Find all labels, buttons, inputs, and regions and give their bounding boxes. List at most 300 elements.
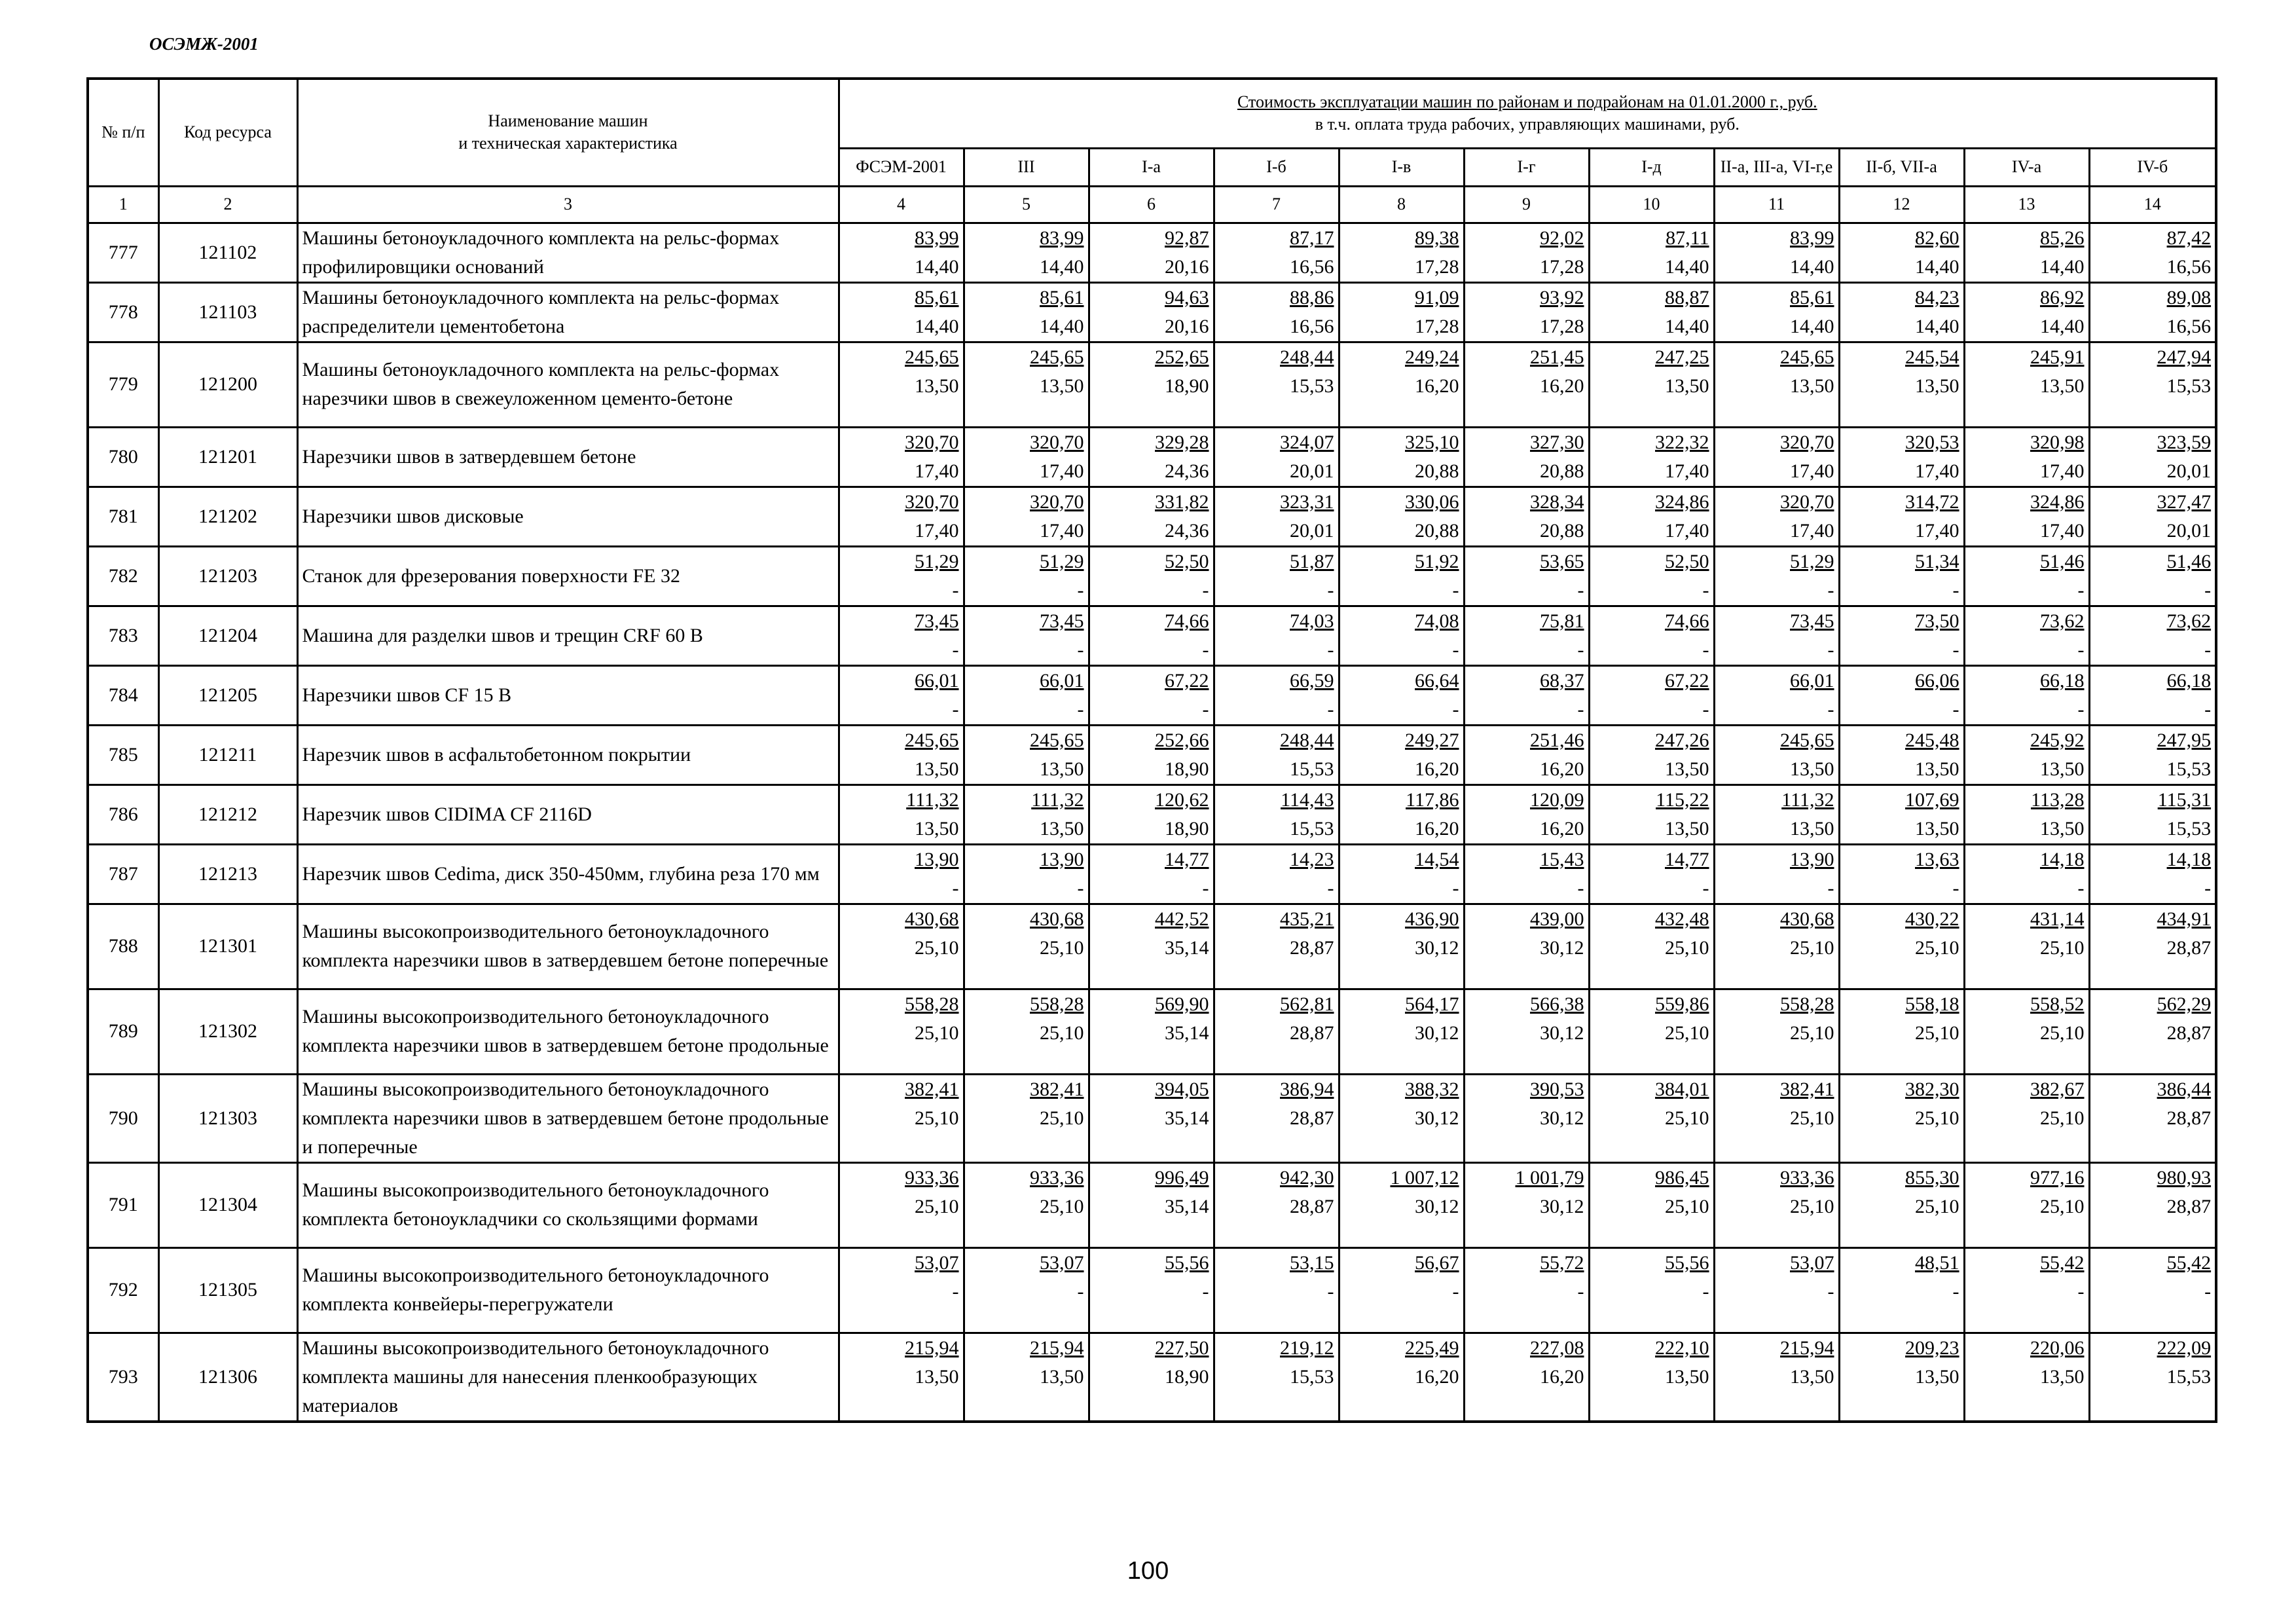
cost-cell — [964, 665, 1089, 725]
labor-cost-value: - — [1702, 877, 1709, 899]
labor-cost-value: 13,50 — [1040, 1365, 1084, 1388]
labor-cost-value: - — [1702, 1280, 1709, 1302]
total-cost-value: 215,94 — [905, 1337, 959, 1359]
resource-code: 121304 — [158, 1162, 297, 1247]
cost-cell — [2089, 1333, 2216, 1422]
header-cost-title: Стоимость эксплуатации машин по районам и подрайонам на 01.01.2000 г., руб. — [1237, 92, 1817, 112]
labor-cost-value: 25,10 — [1665, 1107, 1709, 1129]
cost-cell — [1464, 725, 1589, 784]
total-cost-value: 247,26 — [1655, 729, 1709, 751]
total-cost-value: 14,18 — [2040, 848, 2085, 870]
table-row — [88, 1333, 2216, 1422]
cost-cell — [1214, 606, 1339, 665]
cost-cell — [1589, 546, 1714, 606]
table-row — [88, 784, 2216, 844]
total-cost-value: 88,86 — [1290, 286, 1334, 308]
labor-cost-value: 17,40 — [1790, 460, 1834, 482]
header-region: IV-б — [2089, 148, 2216, 186]
total-cost-value: 74,08 — [1415, 610, 1459, 632]
cost-cell — [1839, 989, 1964, 1074]
row-number: 789 — [88, 989, 158, 1074]
resource-code: 121301 — [158, 904, 297, 989]
labor-cost-value: 18,90 — [1165, 375, 1209, 397]
labor-cost-value: 17,28 — [1415, 255, 1459, 278]
labor-cost-value: 18,90 — [1165, 817, 1209, 840]
labor-cost-value: 16,20 — [1540, 375, 1584, 397]
machine-name: Машина для разделки швов и трещин CRF 60 B — [297, 606, 839, 665]
labor-cost-value: 30,12 — [1415, 1195, 1459, 1217]
cost-cell — [964, 487, 1089, 546]
column-number: 7 — [1214, 186, 1339, 223]
cost-cell — [1214, 665, 1339, 725]
total-cost-value: 91,09 — [1415, 286, 1459, 308]
total-cost-value: 66,06 — [1915, 669, 1959, 692]
total-cost-value: 327,30 — [1530, 431, 1584, 453]
labor-cost-value: - — [1077, 877, 1084, 899]
labor-cost-value: 16,20 — [1540, 1365, 1584, 1388]
machine-name: Машины бетоноукладочного комплекта на рельс-формах распределители цементобетона — [297, 282, 839, 342]
table-row — [88, 1074, 2216, 1162]
machine-name: Машины бетоноукладочного комплекта на рельс-формах нарезчики швов в свежеуложенном цементо-бетоне — [297, 342, 839, 427]
total-cost-value: 51,46 — [2166, 550, 2212, 572]
labor-cost-value: 16,20 — [1540, 817, 1584, 840]
labor-cost-value: 28,87 — [2166, 1195, 2212, 1217]
labor-cost-value: - — [2077, 638, 2085, 661]
cost-cell — [1589, 904, 1714, 989]
cost-cell — [1839, 342, 1964, 427]
cost-cell — [839, 606, 964, 665]
cost-cell — [1714, 784, 1839, 844]
total-cost-value: 245,65 — [905, 346, 959, 368]
total-cost-value: 56,67 — [1415, 1251, 1459, 1274]
labor-cost-value: 15,53 — [2166, 1365, 2212, 1388]
header-name-line2: и техническая характеристика — [458, 134, 678, 153]
table-row — [88, 546, 2216, 606]
labor-cost-value: 15,53 — [1290, 375, 1334, 397]
labor-cost-value: - — [1577, 638, 1584, 661]
labor-cost-value: - — [1577, 698, 1584, 720]
total-cost-value: 225,49 — [1405, 1337, 1459, 1359]
labor-cost-value: 13,50 — [1040, 817, 1084, 840]
cost-cell — [2089, 487, 2216, 546]
total-cost-value: 434,91 — [2157, 908, 2212, 930]
cost-cell — [1839, 546, 1964, 606]
labor-cost-value: 20,01 — [2166, 460, 2212, 482]
cost-cell — [1964, 904, 2089, 989]
resource-code: 121303 — [158, 1074, 297, 1162]
labor-cost-value: - — [2077, 579, 2085, 601]
total-cost-value: 327,47 — [2157, 490, 2212, 513]
total-cost-value: 314,72 — [1905, 490, 1959, 513]
total-cost-value: 83,99 — [1040, 227, 1084, 249]
labor-cost-value: - — [1077, 698, 1084, 720]
header-region: I-г — [1464, 148, 1589, 186]
cost-cell — [1339, 606, 1464, 665]
total-cost-value: 51,92 — [1415, 550, 1459, 572]
cost-cell — [964, 282, 1089, 342]
column-number: 6 — [1089, 186, 1214, 223]
labor-cost-value: 13,50 — [1915, 758, 1959, 780]
labor-cost-value: 25,10 — [1040, 1107, 1084, 1129]
labor-cost-value: 28,87 — [1290, 1022, 1334, 1044]
cost-cell — [2089, 1074, 2216, 1162]
row-number: 780 — [88, 427, 158, 487]
labor-cost-value: 17,40 — [2040, 519, 2085, 542]
header-no: № п/п — [88, 79, 158, 186]
resource-code: 121305 — [158, 1247, 297, 1333]
labor-cost-value: - — [1577, 579, 1584, 601]
cost-cell — [1214, 427, 1339, 487]
labor-cost-value: 14,40 — [1665, 255, 1709, 278]
labor-cost-value: - — [1327, 579, 1334, 601]
machine-name: Нарезчик швов Cedima, диск 350-450мм, глубина реза 170 мм — [297, 844, 839, 904]
cost-cell — [839, 546, 964, 606]
labor-cost-value: 16,56 — [2166, 255, 2212, 278]
cost-cell — [1964, 606, 2089, 665]
cost-cell — [1839, 844, 1964, 904]
total-cost-value: 558,28 — [1030, 993, 1084, 1015]
total-cost-value: 933,36 — [1780, 1166, 1834, 1189]
cost-cell — [2089, 427, 2216, 487]
labor-cost-value: 13,50 — [915, 1365, 959, 1388]
total-cost-value: 55,42 — [2166, 1251, 2212, 1274]
labor-cost-value: 25,10 — [1665, 1195, 1709, 1217]
header-region: ФСЭМ-2001 — [839, 148, 964, 186]
total-cost-value: 85,26 — [2040, 227, 2085, 249]
resource-code: 121204 — [158, 606, 297, 665]
header-code: Код ресурса — [158, 79, 297, 186]
table-row — [88, 904, 2216, 989]
labor-cost-value: 20,88 — [1415, 460, 1459, 482]
table-row — [88, 989, 2216, 1074]
cost-cell — [964, 1162, 1089, 1247]
labor-cost-value: 17,40 — [1790, 519, 1834, 542]
labor-cost-value: 25,10 — [915, 1107, 959, 1129]
cost-cell — [1089, 487, 1214, 546]
cost-cell — [1214, 282, 1339, 342]
table-row — [88, 1162, 2216, 1247]
cost-cell — [1089, 606, 1214, 665]
machine-name: Машины высокопроизводительного бетоноукладочного комплекта нарезчики швов в затвердевшем бетоне продольные — [297, 989, 839, 1074]
total-cost-value: 53,15 — [1290, 1251, 1334, 1274]
total-cost-value: 51,46 — [2040, 550, 2085, 572]
total-cost-value: 14,54 — [1415, 848, 1459, 870]
labor-cost-value: 25,10 — [1915, 936, 1959, 959]
total-cost-value: 227,50 — [1155, 1337, 1209, 1359]
total-cost-value: 51,34 — [1915, 550, 1959, 572]
cost-cell — [2089, 784, 2216, 844]
total-cost-value: 329,28 — [1155, 431, 1209, 453]
total-cost-value: 855,30 — [1905, 1166, 1959, 1189]
cost-cell — [839, 1074, 964, 1162]
labor-cost-value: 30,12 — [1415, 1022, 1459, 1044]
cost-cell — [1714, 487, 1839, 546]
total-cost-value: 66,18 — [2040, 669, 2085, 692]
row-number: 791 — [88, 1162, 158, 1247]
total-cost-value: 247,25 — [1655, 346, 1709, 368]
cost-cell — [1714, 1162, 1839, 1247]
total-cost-value: 245,65 — [1780, 729, 1834, 751]
cost-cell — [1339, 844, 1464, 904]
total-cost-value: 331,82 — [1155, 490, 1209, 513]
total-cost-value: 558,28 — [905, 993, 959, 1015]
labor-cost-value: 13,50 — [2040, 817, 2085, 840]
total-cost-value: 51,29 — [1790, 550, 1834, 572]
total-cost-value: 52,50 — [1665, 550, 1709, 572]
cost-cell — [839, 1247, 964, 1333]
total-cost-value: 74,03 — [1290, 610, 1334, 632]
total-cost-value: 435,21 — [1280, 908, 1334, 930]
row-number: 777 — [88, 223, 158, 282]
total-cost-value: 73,45 — [1790, 610, 1834, 632]
labor-cost-value: 14,40 — [915, 255, 959, 278]
total-cost-value: 245,92 — [2030, 729, 2085, 751]
total-cost-value: 88,87 — [1665, 286, 1709, 308]
cost-cell — [1339, 1247, 1464, 1333]
resource-code: 121302 — [158, 989, 297, 1074]
cost-cell — [1214, 342, 1339, 427]
cost-cell — [1964, 223, 2089, 282]
cost-cell — [2089, 223, 2216, 282]
cost-cell — [1964, 282, 2089, 342]
cost-cell — [839, 665, 964, 725]
cost-cell — [1464, 904, 1589, 989]
cost-cell — [1589, 1333, 1714, 1422]
cost-cell — [839, 989, 964, 1074]
labor-cost-value: 25,10 — [915, 1022, 959, 1044]
cost-cell — [1714, 1333, 1839, 1422]
labor-cost-value: 25,10 — [1665, 1022, 1709, 1044]
cost-cell — [1964, 342, 2089, 427]
total-cost-value: 55,72 — [1540, 1251, 1584, 1274]
cost-cell — [1339, 784, 1464, 844]
total-cost-value: 111,32 — [1781, 788, 1834, 811]
total-cost-value: 564,17 — [1405, 993, 1459, 1015]
labor-cost-value: - — [1827, 579, 1834, 601]
total-cost-value: 252,65 — [1155, 346, 1209, 368]
labor-cost-value: 25,10 — [1915, 1107, 1959, 1129]
resource-code: 121201 — [158, 427, 297, 487]
cost-cell — [1589, 282, 1714, 342]
total-cost-value: 252,66 — [1155, 729, 1209, 751]
labor-cost-value: 25,10 — [915, 936, 959, 959]
labor-cost-value: 25,10 — [2040, 936, 2085, 959]
cost-cell — [1464, 1074, 1589, 1162]
labor-cost-value: 18,90 — [1165, 1365, 1209, 1388]
cost-cell — [1964, 427, 2089, 487]
total-cost-value: 55,56 — [1665, 1251, 1709, 1274]
total-cost-value: 73,62 — [2040, 610, 2085, 632]
labor-cost-value: - — [1327, 638, 1334, 661]
labor-cost-value: 25,10 — [1790, 936, 1834, 959]
row-number: 778 — [88, 282, 158, 342]
total-cost-value: 222,10 — [1655, 1337, 1709, 1359]
labor-cost-value: - — [952, 698, 959, 720]
cost-cell — [1839, 1247, 1964, 1333]
labor-cost-value: 15,53 — [2166, 758, 2212, 780]
row-number: 786 — [88, 784, 158, 844]
total-cost-value: 382,30 — [1905, 1078, 1959, 1100]
labor-cost-value: - — [1827, 1280, 1834, 1302]
cost-cell — [1464, 784, 1589, 844]
total-cost-value: 227,08 — [1530, 1337, 1584, 1359]
total-cost-value: 248,44 — [1280, 346, 1334, 368]
total-cost-value: 562,29 — [2157, 993, 2212, 1015]
labor-cost-value: 15,53 — [1290, 817, 1334, 840]
cost-cell — [1464, 427, 1589, 487]
total-cost-value: 942,30 — [1280, 1166, 1334, 1189]
total-cost-value: 51,29 — [1040, 550, 1084, 572]
total-cost-value: 324,86 — [2030, 490, 2085, 513]
machine-name: Нарезчик швов CIDIMA CF 2116D — [297, 784, 839, 844]
cost-cell — [2089, 989, 2216, 1074]
labor-cost-value: - — [1077, 579, 1084, 601]
header-region: I-в — [1339, 148, 1464, 186]
cost-cell — [1214, 487, 1339, 546]
cost-cell — [1714, 427, 1839, 487]
labor-cost-value: 14,40 — [2040, 315, 2085, 337]
labor-cost-value: 16,20 — [1540, 758, 1584, 780]
labor-cost-value: - — [2204, 877, 2212, 899]
labor-cost-value: 13,50 — [1790, 817, 1834, 840]
cost-cell — [1464, 282, 1589, 342]
cost-cell — [1339, 427, 1464, 487]
resource-code: 121205 — [158, 665, 297, 725]
cost-cell — [1339, 282, 1464, 342]
labor-cost-value: 14,40 — [1790, 315, 1834, 337]
cost-cell — [1714, 989, 1839, 1074]
labor-cost-value: - — [1702, 579, 1709, 601]
total-cost-value: 53,07 — [1790, 1251, 1834, 1274]
total-cost-value: 48,51 — [1915, 1251, 1959, 1274]
labor-cost-value: - — [1952, 579, 1959, 601]
resource-code: 121211 — [158, 725, 297, 784]
cost-cell — [1464, 1162, 1589, 1247]
cost-cell — [1089, 1333, 1214, 1422]
table-row — [88, 606, 2216, 665]
total-cost-value: 566,38 — [1530, 993, 1584, 1015]
labor-cost-value: 20,88 — [1540, 519, 1584, 542]
header-region: I-а — [1089, 148, 1214, 186]
cost-cell — [1839, 223, 1964, 282]
labor-cost-value: - — [1327, 698, 1334, 720]
cost-cell — [2089, 904, 2216, 989]
cost-cell — [1714, 665, 1839, 725]
cost-cell — [839, 844, 964, 904]
total-cost-value: 245,91 — [2030, 346, 2085, 368]
total-cost-value: 558,28 — [1780, 993, 1834, 1015]
total-cost-value: 430,22 — [1905, 908, 1959, 930]
column-number: 13 — [1964, 186, 2089, 223]
total-cost-value: 114,43 — [1281, 788, 1334, 811]
total-cost-value: 14,77 — [1165, 848, 1209, 870]
row-number: 781 — [88, 487, 158, 546]
cost-cell — [1839, 665, 1964, 725]
labor-cost-value: 25,10 — [1790, 1195, 1834, 1217]
row-number: 787 — [88, 844, 158, 904]
cost-cell — [1464, 546, 1589, 606]
header-region: II-б, VII-а — [1839, 148, 1964, 186]
cost-cell — [1214, 1162, 1339, 1247]
cost-cell — [839, 1333, 964, 1422]
labor-cost-value: - — [1702, 698, 1709, 720]
total-cost-value: 390,53 — [1530, 1078, 1584, 1100]
cost-cell — [1714, 342, 1839, 427]
total-cost-value: 559,86 — [1655, 993, 1709, 1015]
labor-cost-value: 16,20 — [1415, 817, 1459, 840]
labor-cost-value: 25,10 — [915, 1195, 959, 1217]
column-number: 5 — [964, 186, 1089, 223]
cost-cell — [839, 427, 964, 487]
total-cost-value: 431,14 — [2030, 908, 2085, 930]
cost-cell — [1714, 546, 1839, 606]
cost-cell — [839, 282, 964, 342]
total-cost-value: 13,90 — [1790, 848, 1834, 870]
total-cost-value: 322,32 — [1655, 431, 1709, 453]
cost-cell — [839, 487, 964, 546]
resource-code: 121103 — [158, 282, 297, 342]
cost-cell — [1714, 606, 1839, 665]
cost-cell — [1339, 546, 1464, 606]
cost-cell — [964, 1333, 1089, 1422]
cost-cell — [1339, 1074, 1464, 1162]
labor-cost-value: 30,12 — [1415, 936, 1459, 959]
cost-cell — [964, 427, 1089, 487]
total-cost-value: 320,70 — [905, 431, 959, 453]
labor-cost-value: 13,50 — [1915, 817, 1959, 840]
total-cost-value: 432,48 — [1655, 908, 1709, 930]
labor-cost-value: 25,10 — [2040, 1195, 2085, 1217]
total-cost-value: 1 007,12 — [1390, 1166, 1459, 1189]
cost-cell — [964, 1074, 1089, 1162]
labor-cost-value: 25,10 — [1040, 936, 1084, 959]
total-cost-value: 53,07 — [915, 1251, 959, 1274]
labor-cost-value: 13,50 — [915, 375, 959, 397]
machine-name: Машины высокопроизводительного бетоноукладочного комплекта нарезчики швов в затвердевшем бетоне продольные и поперечные — [297, 1074, 839, 1162]
labor-cost-value: 14,40 — [2040, 255, 2085, 278]
labor-cost-value: - — [1077, 1280, 1084, 1302]
labor-cost-value: 16,56 — [1290, 315, 1334, 337]
labor-cost-value: 13,50 — [1665, 758, 1709, 780]
total-cost-value: 245,65 — [1780, 346, 1834, 368]
labor-cost-value: - — [2077, 698, 2085, 720]
table-row — [88, 487, 2216, 546]
cost-cell — [1964, 487, 2089, 546]
total-cost-value: 15,43 — [1540, 848, 1584, 870]
table-row — [88, 1247, 2216, 1333]
labor-cost-value: 28,87 — [2166, 1022, 2212, 1044]
labor-cost-value: 25,10 — [1915, 1195, 1959, 1217]
total-cost-value: 386,94 — [1280, 1078, 1334, 1100]
cost-cell — [1089, 784, 1214, 844]
labor-cost-value: 13,50 — [915, 817, 959, 840]
header-region: I-б — [1214, 148, 1339, 186]
total-cost-value: 93,92 — [1540, 286, 1584, 308]
total-cost-value: 320,70 — [1780, 490, 1834, 513]
total-cost-value: 55,42 — [2040, 1251, 2085, 1274]
cost-cell — [1464, 665, 1589, 725]
total-cost-value: 66,18 — [2166, 669, 2212, 692]
labor-cost-value: 13,50 — [2040, 375, 2085, 397]
labor-cost-value: 20,16 — [1165, 315, 1209, 337]
cost-cell — [1589, 427, 1714, 487]
labor-cost-value: - — [1452, 638, 1459, 661]
cost-cell — [1089, 1074, 1214, 1162]
cost-cell — [1089, 665, 1214, 725]
cost-cell — [964, 725, 1089, 784]
cost-cell — [1214, 725, 1339, 784]
total-cost-value: 73,62 — [2166, 610, 2212, 632]
